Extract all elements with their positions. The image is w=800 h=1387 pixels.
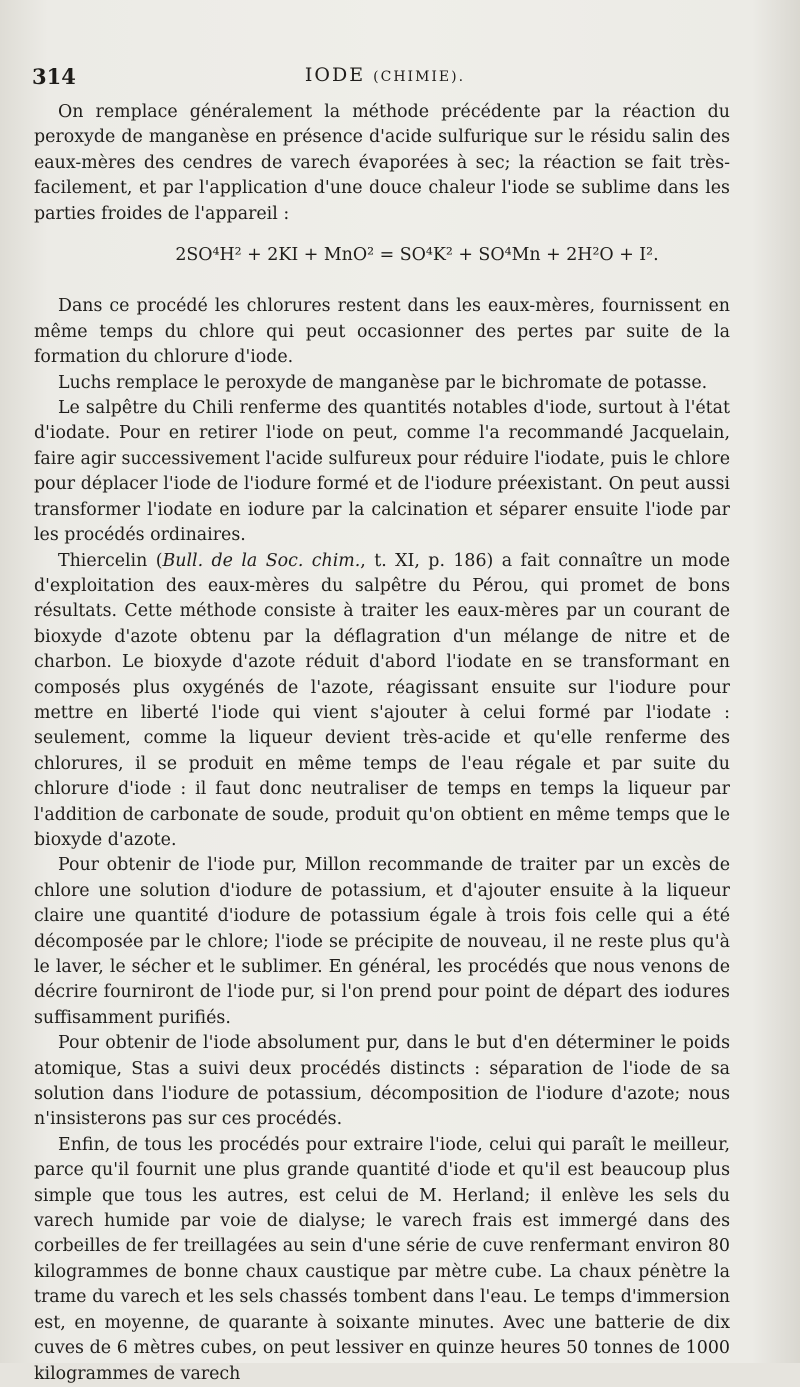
paragraph-7: Pour obtenir de l'iode absolument pur, dans le but d'en déterminer le poids atomique, Stas a suivi deux procédés distincts : séparation de l'iode de sa solution dans l'iodure de potassium, décomposition de l'iodure d'azote; nous n'insisterons pas sur ces procédés.	[34, 1033, 730, 1130]
running-head-subtitle: (CHIMIE).	[373, 69, 466, 85]
page-number: 314	[32, 64, 76, 89]
paragraph-4: Le salpêtre du Chili renferme des quantités notables d'iode, surtout à l'état d'iodate. Pour en retirer l'iode on peut, comme l'a recommandé Jacquelain, faire agir successivement l'acide sulfureux pour réduire l'iodate, puis le chlore pour déplacer l'iode de l'iodure formé et de l'iodure préexistant. On peut aussi transformer l'iodate en iodure par la calcination et séparer ensuite l'iode par les procédés ordinaires.	[34, 398, 730, 546]
paragraph-6: Pour obtenir de l'iode pur, Millon recommande de traiter par un excès de chlore une solution d'iodure de potassium, et d'ajouter ensuite à la liqueur claire une quantité d'iodure de potassium égale à trois fois celle qui a été décomposée par le chlore; l'iode se précipite de nouveau, il ne reste plus qu'à le laver, le sécher et le sublimer. En général, les procédés que nous venons de décrire fourniront de l'iode pur, si l'on prend pour point de départ des iodures suffisamment purifiés.	[34, 855, 730, 1028]
paragraph-5	[34, 549, 730, 854]
paragraph-5-text: , t. XI, p. 186) a fait connaître un mode d'exploitation des eaux-mères du salpêtre du Pérou, qui promet de bons résultats. Cette méthode consiste à traiter les eaux-mères par un courant de bioxyde d'azote obtenu par la déflagration d'un mélange de nitre et de charbon. Le bioxyde d'azote réduit d'abord l'iodate en se transformant en composés plus oxygénés de l'azote, réagissant ensuite sur l'iodure pour mettre en liberté l'iode qui vient s'ajouter à celui formé par l'iodate : seulement, comme la liqueur devient très-acide et qu'elle renferme des chlorures, il se produit en même temps de l'eau régale et par suite du chlorure d'iode : il faut donc neutraliser de temps en temps la liqueur par l'addition de carbonate de soude, produit qu'on obtient en même temps que le bioxyde d'azote.	[34, 550, 730, 850]
running-head	[30, 64, 740, 86]
running-head-title: IODE	[304, 64, 366, 86]
page-header	[30, 64, 740, 94]
paragraph-8: Enfin, de tous les procédés pour extraire l'iode, celui qui paraît le meilleur, parce qu'il fournit une plus grande quantité d'iode et qu'il est beaucoup plus simple que tous les autres, est celui de M. Herland; il enlève les sels du varech humide par voie de dialyse; le varech frais est immergé dans des corbeilles de fer treillagées au sein d'une série de cuve renfermant environ 80 kilogrammes de bonne chaux caustique par mètre cube. La chaux pénètre la trame du varech et les sels chassés tombent dans l'eau. Le temps d'immersion est, en moyenne, de quarante à soixante minutes. Avec une batterie de dix cuves de 6 mètres cubes, on peut lessiver en quinze heures 50 tonnes de 1000 kilogrammes de varech	[34, 1134, 730, 1384]
paragraph-1: On remplace généralement la méthode précédente par la réaction du peroxyde de manganèse en présence d'acide sulfurique sur le résidu salin des eaux-mères des cendres de varech évaporées à sec; la réaction se fait très-facilement, et par l'application d'une douce chaleur l'iode se sublime dans les parties froides de l'appareil :	[34, 102, 730, 224]
paragraph-5-reference: Bull. de la Soc. chim.	[162, 550, 361, 571]
chemical-equation: 2SO⁴H² + 2KI + MnO² = SO⁴K² + SO⁴Mn + 2H²O + I².	[175, 245, 659, 266]
paragraph-3: Luchs remplace le peroxyde de manganèse par le bichromate de potasse.	[58, 372, 708, 393]
paragraph-5-author: Thiercelin (	[58, 550, 163, 571]
page-body	[34, 100, 730, 1387]
paragraph-2: Dans ce procédé les chlorures restent dans les eaux-mères, fournissent en même temps du chlore qui peut occasionner des pertes par suite de la formation du chlorure d'iode.	[34, 296, 730, 368]
